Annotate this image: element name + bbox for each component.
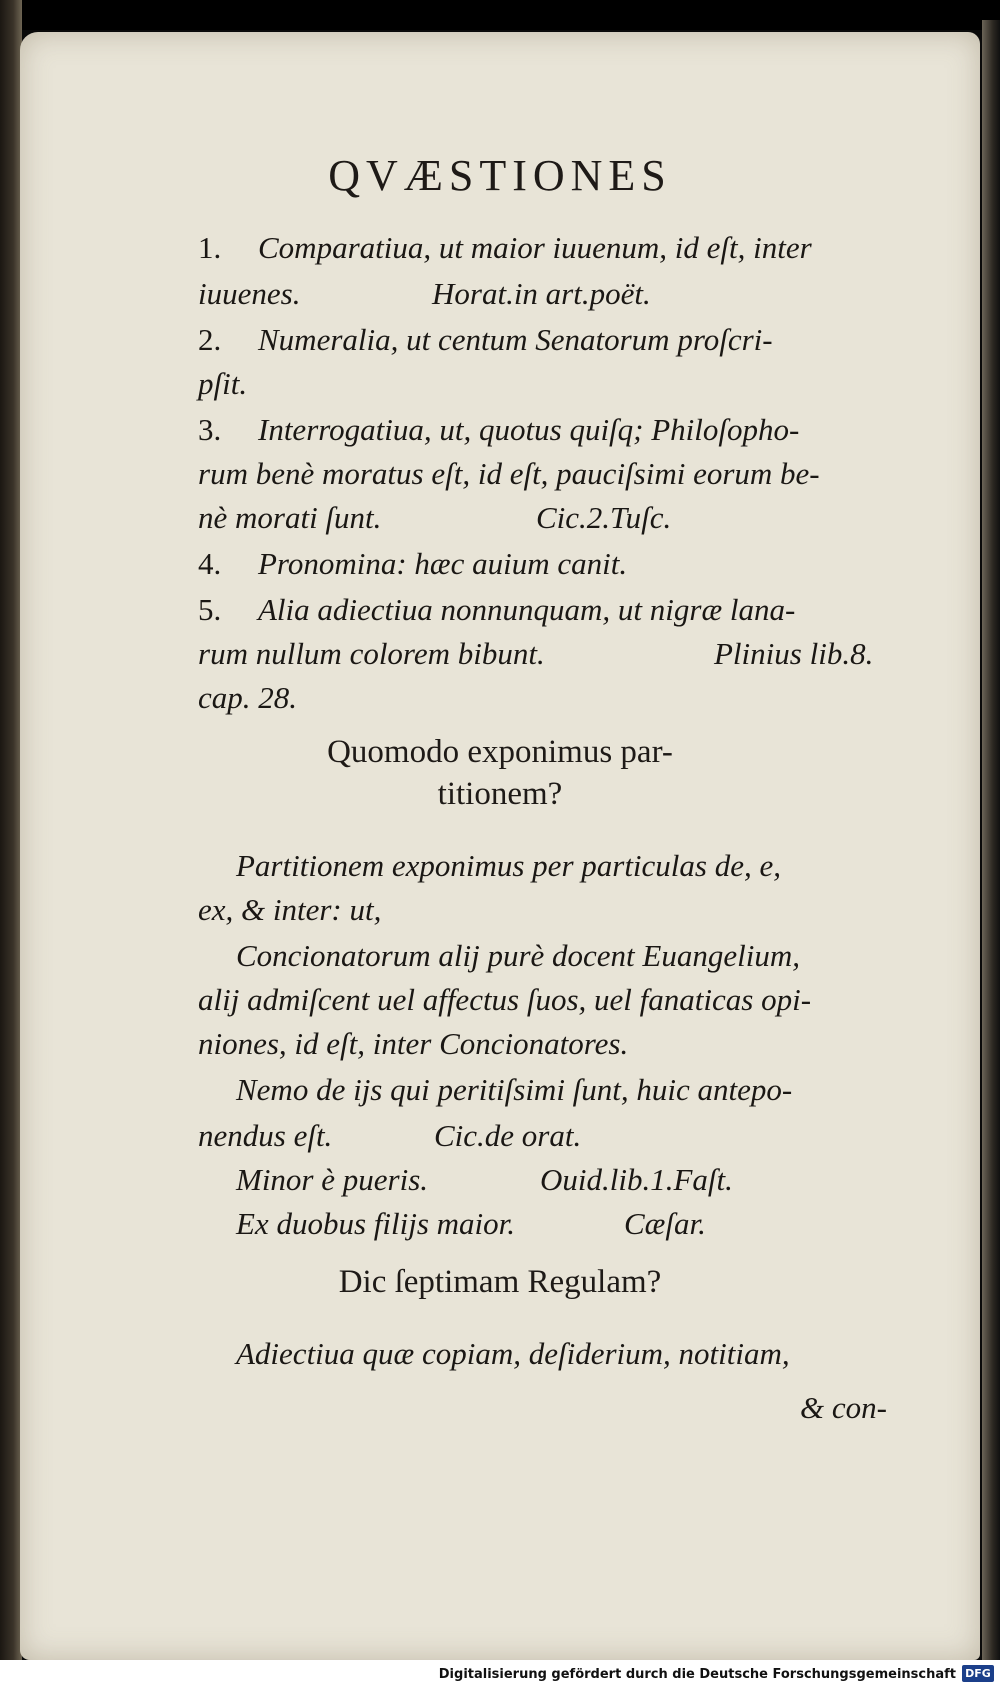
- list-item: iuuenes. Horat.in art.poët.: [198, 276, 651, 311]
- citation: Plinius lib.8.: [714, 636, 874, 671]
- book-page: [20, 32, 980, 1660]
- footer-bar: [0, 1660, 1000, 1686]
- running-header: QVÆSTIONES: [328, 151, 672, 200]
- catchword: & con-: [800, 1390, 887, 1425]
- top-border: [0, 0, 1000, 30]
- list-item: 1. Comparatiua, ut maior iuuenum, id eſt, inter: [198, 230, 812, 265]
- answer-line: alij admiſcent uel affectus ſuos, uel fanaticas opi-: [198, 982, 812, 1017]
- citation: Ouid.lib.1.Faſt.: [540, 1162, 733, 1197]
- answer-line: Minor è pueris. Ouid.lib.1.Faſt.: [236, 1162, 733, 1197]
- citation: Cic.2.Tuſc.: [536, 500, 672, 535]
- list-item: 4. Pronomina: hæc auium canit.: [198, 546, 628, 581]
- funding-credit: Digitalisierung gefördert durch die Deutsche Forschungsgemeinschaft: [438, 1667, 956, 1682]
- list-item: pſit.: [198, 366, 248, 401]
- list-item: 5. Alia adiectiua nonnunquam, ut nigræ lana-: [198, 592, 796, 627]
- list-item: rum nullum colorem bibunt. Plinius lib.8.: [198, 636, 874, 671]
- book-spine-edge: [0, 0, 22, 1686]
- list-item: cap. 28.: [198, 680, 298, 715]
- answer-line: Concionatorum alij purè docent Euangelium,: [236, 938, 800, 973]
- answer-line: ex, & inter: ut,: [198, 892, 382, 927]
- answer-line: Partitionem exponimus per particulas de, e,: [236, 848, 781, 883]
- answer-line: nendus eſt. Cic.de orat.: [198, 1118, 582, 1153]
- question-heading: titionem?: [437, 776, 563, 812]
- question-heading: Dic ſeptimam Regulam?: [338, 1264, 662, 1300]
- list-item: 3. Interrogatiua, ut, quotus quiſq; Philoſopho-: [198, 412, 800, 447]
- dfg-logo: DFG: [962, 1665, 994, 1682]
- list-item: nè morati ſunt. Cic.2.Tuſc.: [198, 500, 672, 535]
- page-stack-edge: [982, 20, 1000, 1660]
- answer-line: Nemo de ijs qui peritiſsimi ſunt, huic antepo-: [236, 1072, 793, 1107]
- list-item: rum benè moratus eſt, id eſt, pauciſsimi eorum be-: [198, 456, 820, 491]
- answer-line: niones, id eſt, inter Concionatores.: [198, 1026, 629, 1061]
- citation: Horat.in art.poët.: [432, 276, 651, 311]
- list-item: 2. Numeralia, ut centum Senatorum proſcri-: [198, 322, 773, 357]
- citation: Cæſar.: [624, 1206, 706, 1241]
- question-heading: Quomodo exponimus par-: [327, 734, 673, 770]
- answer-line: Adiectiua quæ copiam, deſiderium, notitiam,: [236, 1336, 790, 1371]
- answer-line: Ex duobus filijs maior. Cæſar.: [236, 1206, 706, 1241]
- citation: Cic.de orat.: [434, 1118, 582, 1153]
